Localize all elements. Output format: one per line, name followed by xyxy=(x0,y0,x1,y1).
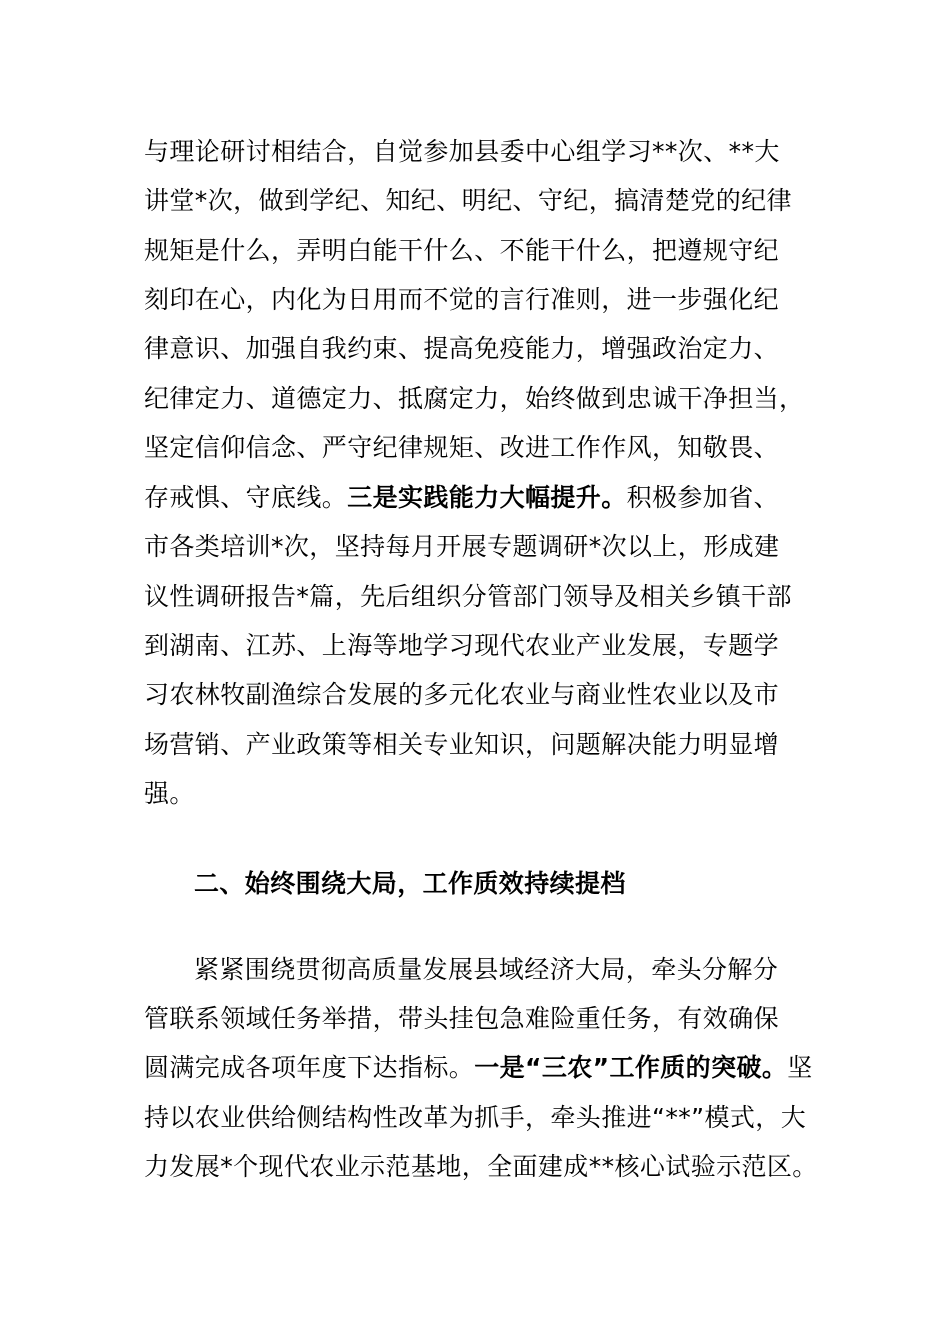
paragraph-line: 强。 xyxy=(144,779,195,808)
line-text: 积极参加省、 xyxy=(626,483,780,512)
bold-key-point: 一是“三农”工作质的突破。 xyxy=(474,1053,788,1082)
paragraph-line xyxy=(144,1053,813,1083)
paragraph-line: 场营销、产业政策等相关专业知识，问题解决能力明显增 xyxy=(144,730,780,759)
paragraph-line: 力发展*个现代农业示范基地，全面建成**核心试验示范区。 xyxy=(144,1152,818,1181)
line-text: 存戒惧、守底线。 xyxy=(144,483,348,512)
bold-key-point: 三是实践能力大幅提升。 xyxy=(347,483,627,512)
paragraph-line: 市各类培训*次，坚持每月开展专题调研*次以上，形成建 xyxy=(144,532,780,561)
paragraph-line: 坚定信仰信念、严守纪律规矩、改进工作作风，知敬畏、 xyxy=(144,433,780,462)
paragraph-line: 持以农业供给侧结构性改革为抓手，牵头推进“**”模式，大 xyxy=(144,1103,807,1132)
paragraph-line: 讲堂*次，做到学纪、知纪、明纪、守纪，搞清楚党的纪律 xyxy=(144,186,792,215)
paragraph-line: 紧紧围绕贯彻高质量发展县域经济大局，牵头分解分 xyxy=(194,955,779,984)
paragraph-line: 律意识、加强自我约束、提高免疫能力，增强政治定力、 xyxy=(144,334,780,363)
section-heading: 二、始终围绕大局，工作质效持续提档 xyxy=(194,869,626,898)
paragraph-line xyxy=(144,483,779,513)
paragraph-line: 习农林牧副渔综合发展的多元化农业与商业性农业以及市 xyxy=(144,680,780,709)
paragraph-line: 到湖南、江苏、上海等地学习现代农业产业发展，专题学 xyxy=(144,631,780,660)
line-text: 坚 xyxy=(787,1053,813,1082)
paragraph-line: 纪律定力、道德定力、抵腐定力，始终做到忠诚干净担当， xyxy=(144,384,805,413)
paragraph-line: 议性调研报告*篇，先后组织分管部门领导及相关乡镇干部 xyxy=(144,582,792,611)
paragraph-line: 规矩是什么，弄明白能干什么、不能干什么，把遵规守纪 xyxy=(144,236,780,265)
line-text: 圆满完成各项年度下达指标。 xyxy=(144,1053,475,1082)
paragraph-line: 管联系领域任务举措，带头挂包急难险重任务，有效确保 xyxy=(144,1004,780,1033)
paragraph-line: 刻印在心，内化为日用而不觉的言行准则，进一步强化纪 xyxy=(144,285,780,314)
paragraph-line: 与理论研讨相结合，自觉参加县委中心组学习**次、**大 xyxy=(144,137,780,166)
